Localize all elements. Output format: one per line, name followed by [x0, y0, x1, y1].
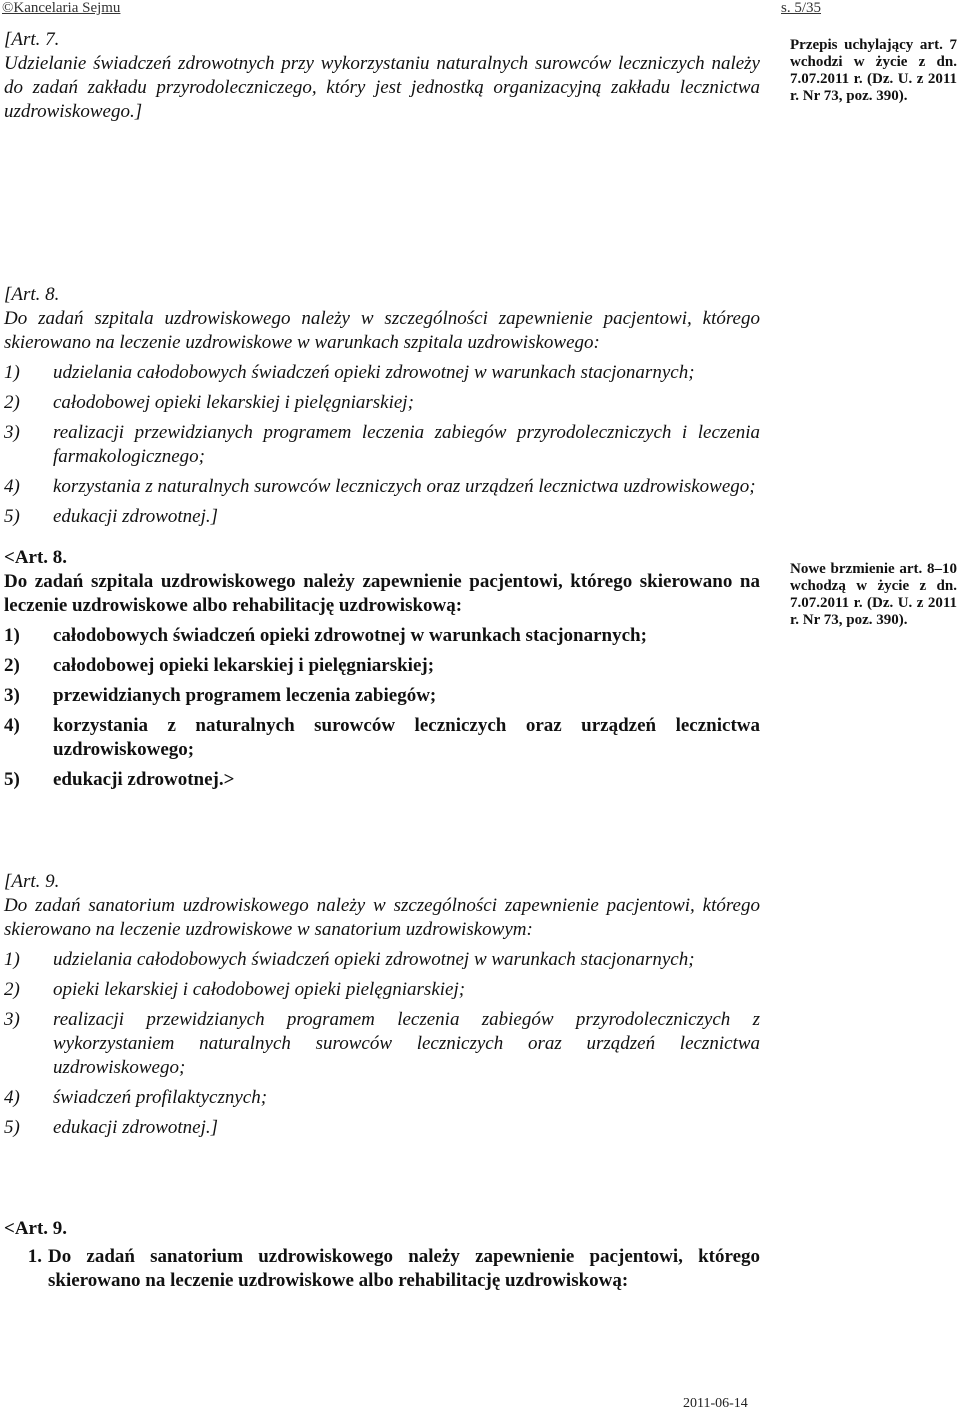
item-number: 5): [4, 769, 20, 790]
item-text: opieki lekarskiej i całodobowej opieki pielęgniarskiej;: [53, 979, 466, 1000]
art8-old-section: [4, 283, 760, 529]
list-item: [4, 505, 760, 529]
item-text: Do zadań sanatorium uzdrowiskowego należy zapewnienie pacjentowi, którego skierowano na leczenie uzdrowiskowe albo rehabilitację uzdrowiskową:: [48, 1246, 760, 1291]
list-item: [4, 654, 760, 678]
art9-new-section: [4, 1217, 760, 1293]
item-text: korzystania z naturalnych surowców leczniczych oraz urządzeń lecznictwa uzdrowiskowego;: [53, 715, 760, 760]
article-title: [Art. 7.: [4, 29, 60, 50]
art7-old-section: [4, 28, 760, 124]
item-number: 2): [4, 392, 20, 413]
list-item: [4, 421, 760, 469]
item-text: całodobowej opieki lekarskiej i pielęgniarskiej;: [53, 655, 435, 676]
list-item: [4, 361, 760, 385]
list-item: [4, 1008, 760, 1080]
article-title: <Art. 9.: [4, 1218, 68, 1239]
header-page-number: s. 5/35: [781, 0, 822, 16]
item-number: 1): [4, 949, 20, 970]
item-text: edukacji zdrowotnej.]: [53, 1117, 218, 1138]
footer-date: 2011-06-14: [683, 1396, 748, 1411]
item-number: 3): [4, 422, 20, 443]
item-text: całodobowej opieki lekarskiej i pielęgniarskiej;: [53, 392, 414, 413]
item-number: 2): [4, 655, 20, 676]
item-number: 4): [4, 715, 20, 736]
item-text: całodobowych świadczeń opieki zdrowotnej w warunkach stacjonarnych;: [53, 625, 647, 646]
list-item: [4, 475, 760, 499]
list-item: [4, 948, 760, 972]
art8-new-section: [4, 546, 760, 792]
item-number: 4): [4, 476, 20, 497]
item-text: edukacji zdrowotnej.>: [53, 769, 235, 790]
item-number: 5): [4, 1117, 20, 1138]
article-title: [Art. 9.: [4, 871, 60, 892]
list-item: [4, 1116, 760, 1140]
art9-old-section: [4, 870, 760, 1140]
item-number: 3): [4, 685, 20, 706]
list-item: [4, 768, 760, 792]
list-item: [4, 624, 760, 648]
article-text: Udzielanie świadczeń zdrowotnych przy wykorzystaniu naturalnych surowców leczniczych należy do zadań zakładu przyrodoleczniczego, który jest jednostką organizacyjną zakładu lecznictwa uzdrowiskowego.]: [4, 53, 760, 122]
item-number: 4): [4, 1087, 20, 1108]
list-item: [4, 391, 760, 415]
article-intro: Do zadań szpitala uzdrowiskowego należy zapewnienie pacjentowi, którego skierowano na leczenie uzdrowiskowe albo rehabilitację uzdrowiskową:: [4, 571, 760, 616]
list-item: [4, 978, 760, 1002]
item-number: 1.: [27, 1246, 42, 1267]
header-copyright: ©Kancelaria Sejmu: [2, 0, 121, 16]
item-number: 2): [4, 979, 20, 1000]
article-intro: Do zadań szpitala uzdrowiskowego należy w szczególności zapewnienie pacjentowi, którego skierowano na leczenie uzdrowiskowe w warunkach szpitala uzdrowiskowego:: [4, 308, 760, 353]
margin-note-repeal: Przepis uchylający art. 7 wchodzi w życie z dn. 7.07.2011 r. (Dz. U. z 2011 r. Nr 73, poz. 390).: [790, 37, 957, 104]
item-number: 1): [4, 625, 20, 646]
list-item: [4, 1086, 760, 1110]
item-number: 5): [4, 506, 20, 527]
item-text: realizacji przewidzianych programem leczenia zabiegów przyrodoleczniczych z wykorzystaniem naturalnych surowców leczniczych oraz urządzeń lecznictwa uzdrowiskowego;: [53, 1009, 760, 1078]
item-text: udzielania całodobowych świadczeń opieki zdrowotnej w warunkach stacjonarnych;: [53, 949, 695, 970]
item-text: świadczeń profilaktycznych;: [53, 1087, 268, 1108]
article-title: <Art. 8.: [4, 547, 68, 568]
article-intro: Do zadań sanatorium uzdrowiskowego należy w szczególności zapewnienie pacjentowi, którego skierowano na leczenie uzdrowiskowe w sanatorium uzdrowiskowym:: [4, 895, 760, 940]
item-text: korzystania z naturalnych surowców leczniczych oraz urządzeń lecznictwa uzdrowiskowego;: [53, 476, 756, 497]
item-text: przewidzianych programem leczenia zabiegów;: [53, 685, 437, 706]
item-text: udzielania całodobowych świadczeń opieki zdrowotnej w warunkach stacjonarnych;: [53, 362, 695, 383]
list-item: [4, 684, 760, 708]
item-number: 1): [4, 362, 20, 383]
margin-note-new-wording: Nowe brzmienie art. 8–10 wchodzą w życie z dn. 7.07.2011 r. (Dz. U. z 2011 r. Nr 73, poz. 390).: [790, 561, 957, 628]
list-item: [4, 714, 760, 762]
article-title: [Art. 8.: [4, 284, 60, 305]
item-text: edukacji zdrowotnej.]: [53, 506, 218, 527]
list-item: [4, 1245, 760, 1293]
item-text: realizacji przewidzianych programem leczenia zabiegów przyrodoleczniczych i leczenia farmakologicznego;: [53, 422, 760, 467]
item-number: 3): [4, 1009, 20, 1030]
